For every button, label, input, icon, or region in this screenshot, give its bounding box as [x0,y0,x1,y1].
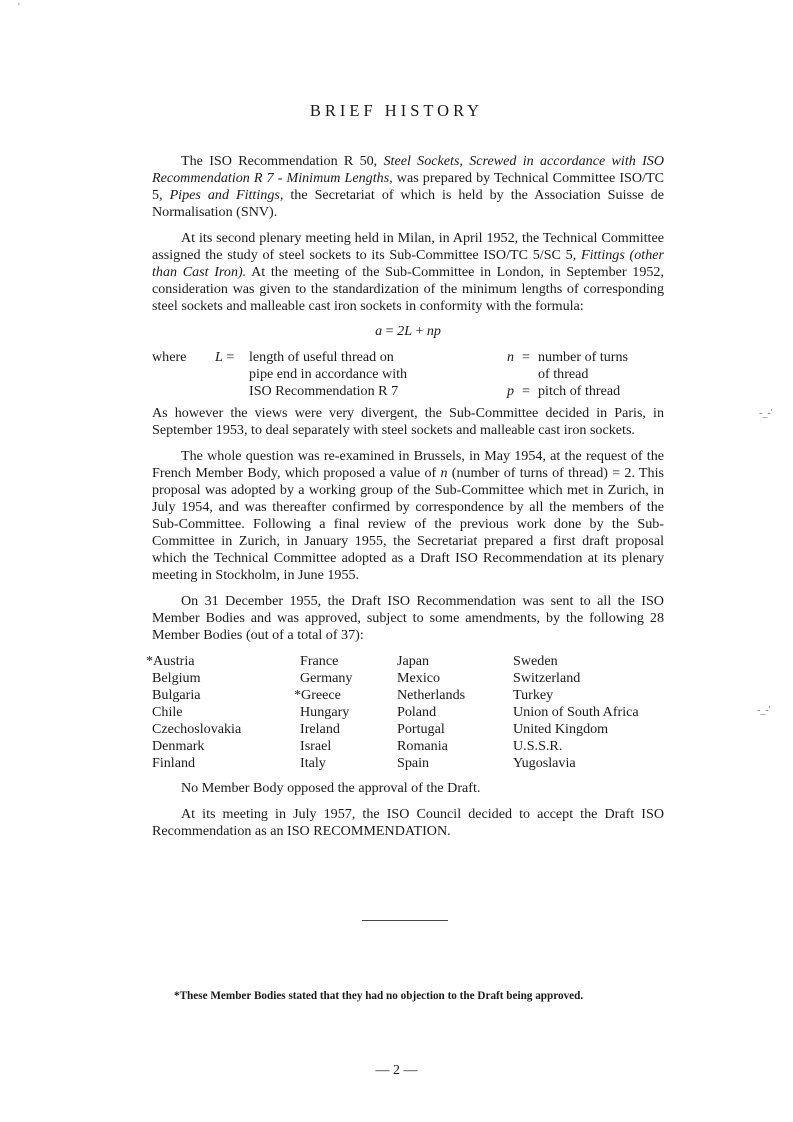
text-run: At its second plenary meeting held in Milan, in April 1952, the Technical Committee assigned the study of steel sockets to its Sub-Committee ISO/TC 5/SC 5, [152,230,664,263]
page-title: BRIEF HISTORY [309,101,484,120]
symbol-l: L [215,349,223,365]
formula-legend [152,349,664,400]
scan-speck: ' [18,2,20,13]
formula-equals: = [385,323,394,339]
member-body: Denmark [152,738,205,754]
text-run: the Secretariat of which is held by the Association Suisse de Normalisation (SNV). [152,187,665,220]
formula-a: a [375,323,383,339]
formula-2l: 2L [397,323,412,339]
formula-plus: + [415,323,424,339]
committee-title: Pipes and Fittings, [169,187,284,203]
member-body: Bulgaria [152,687,201,703]
member-body: U.S.S.R. [513,738,563,754]
n-definition: of thread [538,366,589,382]
where-label: where [152,349,187,365]
symbol-n: n [440,465,448,481]
member-body: Union of South Africa [513,704,639,720]
paragraph-milan [152,230,664,315]
member-body: Israel [300,738,332,754]
member-body: Switzerland [513,670,581,686]
member-body: France [300,653,339,669]
equals-sign: = [522,383,530,399]
member-body: Poland [397,704,437,720]
member-body: Finland [152,755,196,771]
member-body: Germany [300,670,353,686]
paragraph-brussels [152,448,664,584]
text-run: The whole question was re-examined in Brussels, in May 1954, at the request of the French Member Body, which proposed a value of [152,448,664,481]
text-run: (number of turns of thread) = 2. This proposal was adopted by a working group of the Sub-Committee which met in Zurich, in July 1954, and was thereafter confirmed by correspondence by all the members of the Sub-Committee. Following a final review of the previous work done by the Sub-Committee in Zurich, in January 1955, the Secretariat prepared a first draft proposal which the Technical Committee adopted as a Draft ISO Recommendation at its plenary meeting in Stockholm, in June 1955. [152,465,664,583]
member-body: Yugoslavia [513,755,576,771]
recommendation-title: Steel Sockets, Screwed in accordance with ISO Recommendation R 7 - Minimum Lengths, [152,153,664,186]
member-bodies-list [146,653,664,772]
member-body: Spain [397,755,430,771]
paragraph-approval: On 31 December 1955, the Draft ISO Recommendation was sent to all the ISO Member Bodies and was approved, subject to some amendments, by the following 28 Member Bodies (out of a total of 37): [152,593,664,643]
symbol-p: p [506,383,514,399]
member-body: Chile [152,704,183,720]
member-body: Romania [397,738,448,754]
l-definition: pipe end in accordance with [249,366,408,382]
formula [152,323,664,340]
body-text [146,153,665,849]
footnote: *These Member Bodies stated that they had no objection to the Draft being approved. [174,990,584,1002]
section-divider [362,920,448,921]
member-body: Czechoslovakia [152,721,242,737]
member-body: Hungary [300,704,350,720]
member-body: Turkey [513,687,554,703]
text-run: At the meeting of the Sub-Committee in London, in September 1952, consideration was given to the standardization of the minimum lengths of corresponding steel sockets and malleable cast iron sockets in conformity with the formula: [152,264,664,314]
paragraph-paris: As however the views were very divergent, the Sub-Committee decided in Paris, in September 1953, to deal separately with steel sockets and malleable cast iron sockets. [152,405,664,438]
scan-speck: -_-' [759,408,773,419]
scan-speck: -_-' [757,705,771,716]
text-run: The ISO Recommendation R 50, [181,153,384,169]
page-number: — 2 — [375,1063,418,1078]
member-body: *Greece [294,687,341,703]
member-body: United Kingdom [513,721,609,737]
paragraph-no-opposition: No Member Body opposed the approval of the Draft. [181,780,481,796]
member-body: Portugal [397,721,445,737]
text-run: was prepared by Technical Committee ISO/TC 5, [152,170,665,203]
member-body: Italy [300,755,326,771]
subcommittee-title: Fittings (other than Cast Iron). [152,247,665,280]
member-body: Belgium [152,670,201,686]
equals-sign: = [522,349,530,365]
symbol-n: n [506,349,514,365]
member-body: Sweden [513,653,558,669]
l-definition: ISO Recommendation R 7 [249,383,399,399]
n-definition: number of turns [538,349,629,365]
paragraph-council: At its meeting in July 1957, the ISO Council decided to accept the Draft ISO Recommendation as an ISO RECOMMENDATION. [152,806,664,839]
p-definition: pitch of thread [538,383,621,399]
member-body: Japan [397,653,430,669]
member-body: Mexico [397,670,441,686]
formula-np: np [426,323,441,339]
member-body: Ireland [300,721,340,737]
equals-sign: = [226,349,235,365]
l-definition: length of useful thread on [249,349,394,365]
member-body: *Austria [146,653,195,669]
member-body: Netherlands [397,687,466,703]
paragraph-intro [152,153,664,221]
